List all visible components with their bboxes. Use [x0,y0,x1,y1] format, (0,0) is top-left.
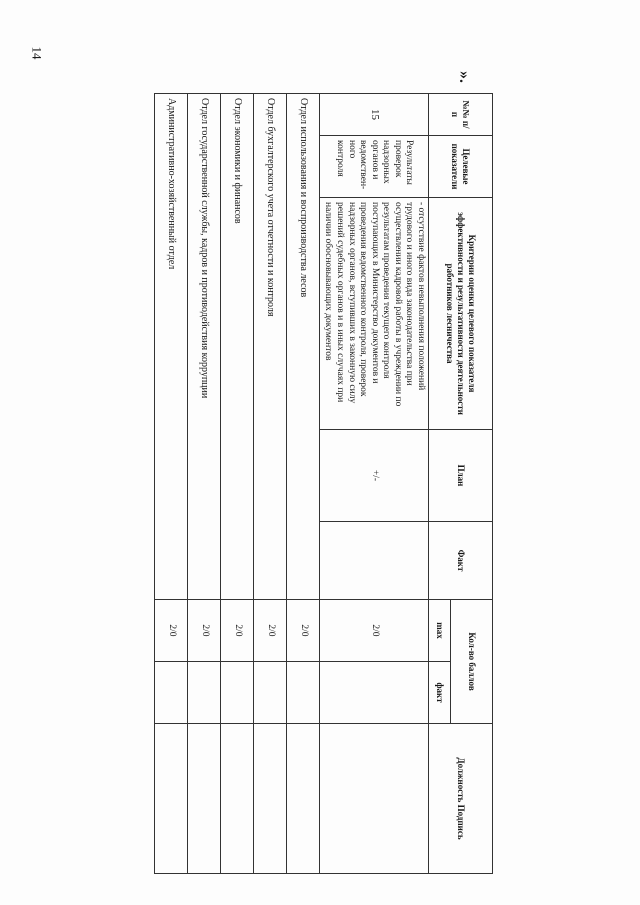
criteria-table [154,93,493,874]
department-points-max: 2/0 [154,600,187,662]
department-row [187,94,220,874]
department-name: Отдел государственной службы, кадров и противодействия коррупции [187,94,220,600]
department-points-fact [286,662,319,724]
header-plan: План [429,430,493,522]
department-points-max: 2/0 [220,600,253,662]
department-position [220,724,253,874]
row-points-fact [319,662,428,724]
row-fact [319,522,428,600]
department-name: Отдел бухгалтерского учета отчетности и контроля [253,94,286,600]
row-points-max: 2/0 [319,600,428,662]
department-points-fact [220,662,253,724]
department-name: Административно-хозяйственный отдел [154,94,187,600]
department-position [187,724,220,874]
page-number: 14 [29,46,45,60]
header-criteria: Критерии оценки целевого показателя эффективности и результативности деятельности работников лесничества [429,198,493,430]
department-row [220,94,253,874]
department-name: Отдел экономики и финансов [220,94,253,600]
department-points-fact [253,662,286,724]
header-points: Кол-во баллов [451,600,493,724]
department-row [154,94,187,874]
header-targets: Целевые показатели [429,136,493,198]
header-fact: Факт [429,522,493,600]
department-position [253,724,286,874]
row-position [319,724,428,874]
row-criteria: - отсутствие фактов невыполнения положений трудового и иного вида законодательства при осуществлении кадровой работы в учреждении по результатам проведения текущего контроля поступающих в Министерство документов и проведения ведомственного контроля, проверок надзорных органов, вступивших в законную силу решений судебных органов и в иных случаях при наличии обосновывающих документов [319,198,428,430]
rotated-table-wrapper [165,93,493,873]
header-points-fact: факт [429,662,451,724]
department-position [286,724,319,874]
row-number: 15 [319,94,428,136]
row-plan: +/- [319,430,428,522]
department-points-max: 2/0 [286,600,319,662]
department-points-max: 2/0 [187,600,220,662]
header-points-max: max [429,600,451,662]
department-points-fact [187,662,220,724]
department-name: Отдел использования и воспроизводства лесов [286,94,319,600]
header-position: Должность Подпись [429,724,493,874]
department-points-max: 2/0 [253,600,286,662]
department-points-fact [154,662,187,724]
header-row [451,94,493,874]
department-row [286,94,319,874]
row-target: Результаты проверок надзорных органов и ведомствен-ного контроля [319,136,428,198]
header-num: №№ п/п [429,94,493,136]
criteria-row-15 [319,94,428,874]
department-row [253,94,286,874]
closing-mark: ». [456,71,473,83]
department-position [154,724,187,874]
